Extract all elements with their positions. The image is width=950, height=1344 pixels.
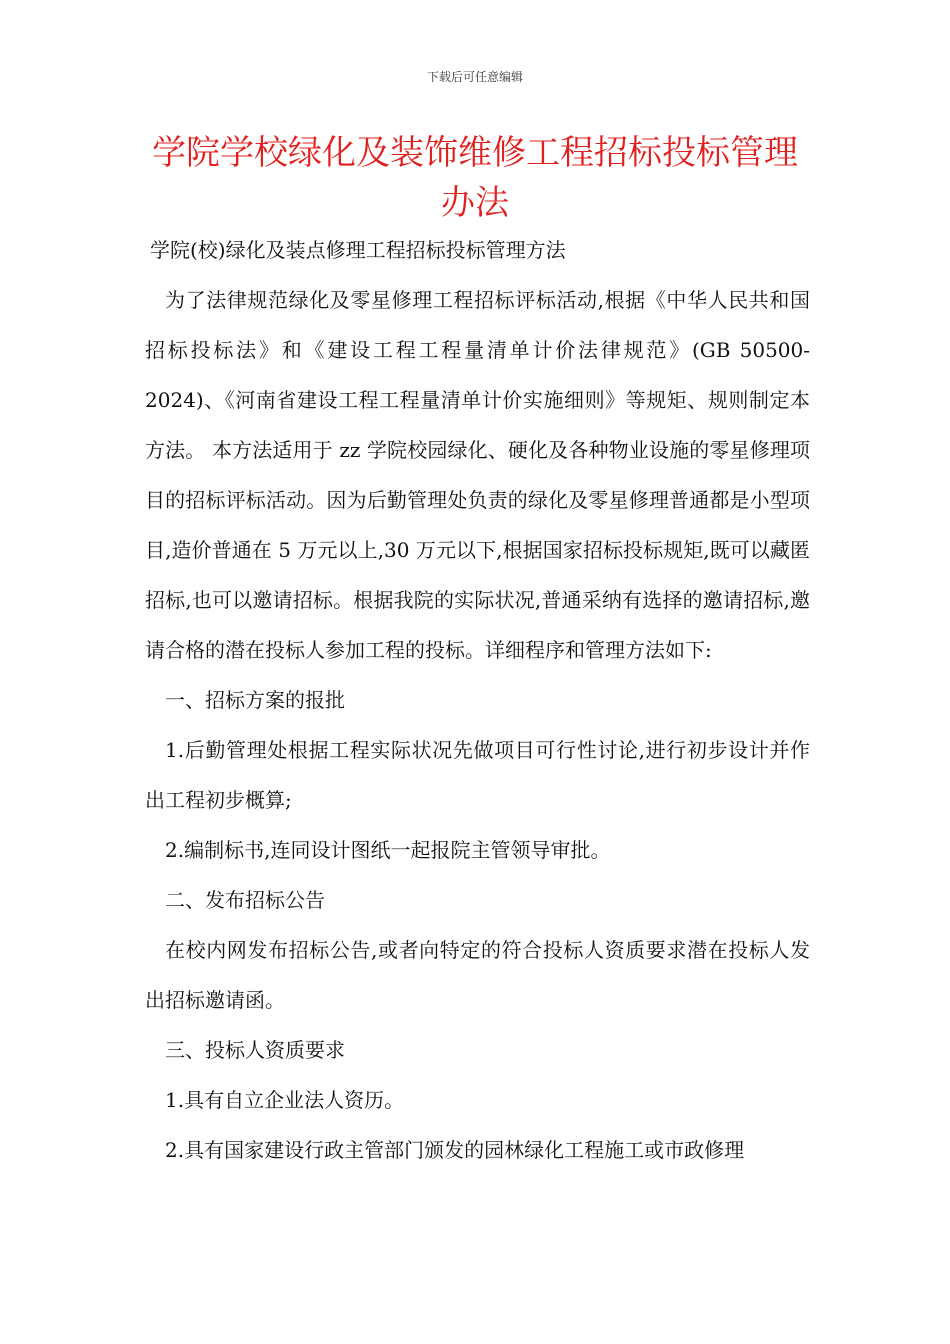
- section-heading-3: 三、投标人资质要求: [165, 1038, 345, 1062]
- document-body: [145, 275, 810, 1175]
- list-item-3-2: 2.具有国家建设行政主管部门颁发的园林绿化工程施工或市政修理: [165, 1138, 745, 1162]
- paragraph-announcement: 在校内网发布招标公告,或者向特定的符合投标人资质要求潜在投标人发出招标邀请函。: [145, 938, 810, 1012]
- list-item-1-2: 2.编制标书,连同设计图纸一起报院主管领导审批。: [165, 838, 611, 862]
- section-heading-2: 二、发布招标公告: [165, 888, 325, 912]
- list-item-1-1: 1.后勤管理处根据工程实际状况先做项目可行性讨论,进行初步设计并作出工程初步概算;: [145, 738, 810, 812]
- paragraph-intro: 为了法律规范绿化及零星修理工程招标评标活动,根据《中华人民共和国招标投标法》和《建设工程工程量清单计价法律规范》(GB 50500-2024)、《河南省建设工程工程量清单计价实施细则》等规矩、规则制定本方法。 本方法适用于 zz 学院校园绿化、硬化及各种物业设施的零星修理项目的招标评标活动。因为后勤管理处负责的绿化及零星修理普通都是小型项目,造价普通在 5 万元以上,30 万元以下,根据国家招标投标规矩,既可以藏匿招标,也可以邀请招标。根据我院的实际状况,普通采纳有选择的邀请招标,邀请合格的潜在投标人参加工程的投标。详细程序和管理方法如下:: [145, 288, 810, 662]
- document-subtitle: 学院(校)绿化及装点修理工程招标投标管理方法: [150, 238, 566, 262]
- document-title: 学院学校绿化及装饰维修工程招标投标管理办法: [152, 133, 798, 223]
- list-item-3-1: 1.具有自立企业法人资历。: [165, 1088, 405, 1112]
- header-note: 下载后可任意编辑: [426, 70, 523, 84]
- section-heading-1: 一、招标方案的报批: [165, 688, 345, 712]
